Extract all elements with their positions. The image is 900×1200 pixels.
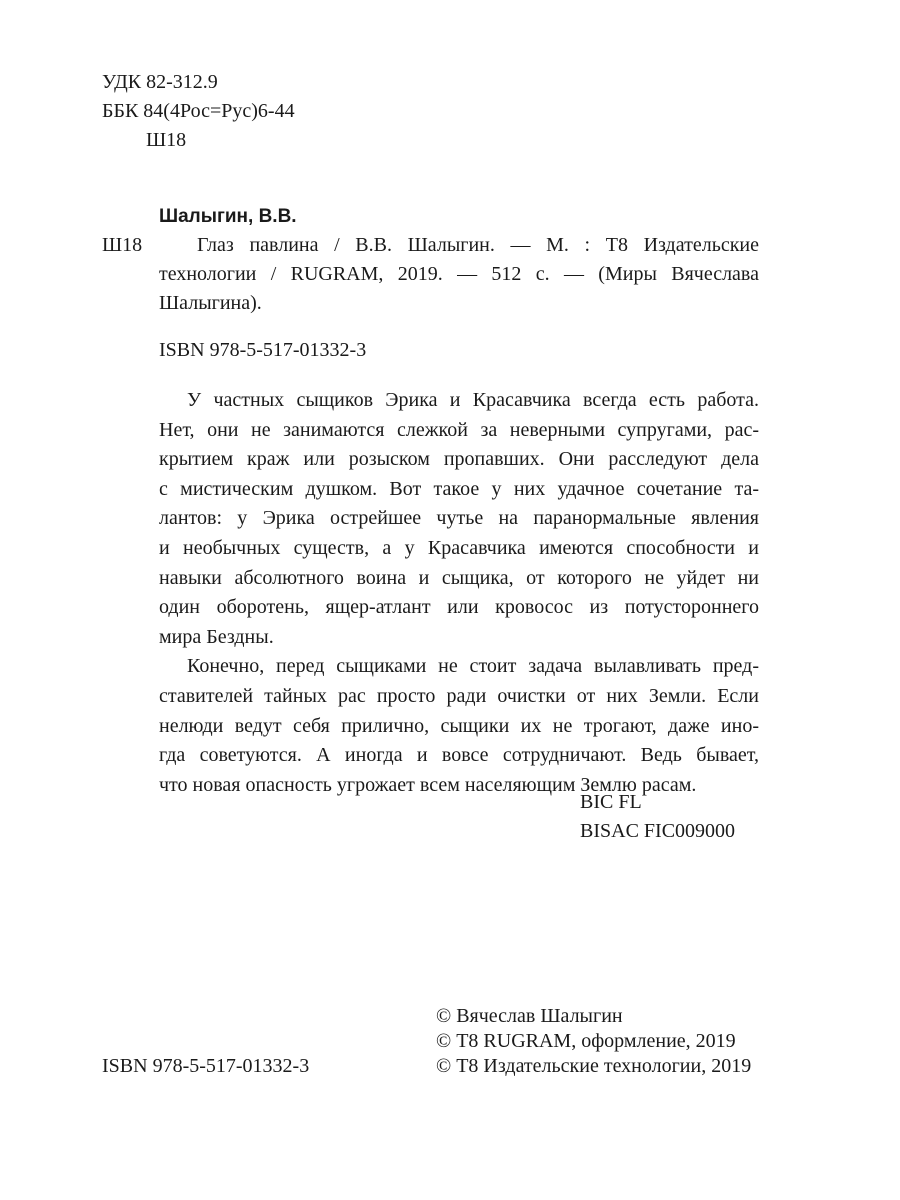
annotation-line: нелюди ведут себя прилично, сыщики их не трогают, даже ино- — [159, 714, 759, 737]
annotation-line: навыки абсолютного воина и сыщика, от которого не уйдет ни — [159, 566, 759, 589]
description-line: Шалыгина). — [159, 292, 262, 314]
annotation-line: Конечно, перед сыщиками не стоит задача вылавливать пред- — [187, 655, 759, 678]
annotation — [159, 386, 759, 800]
isbn-main: ISBN 978-5-517-01332-3 — [159, 339, 367, 361]
annotation-line: мира Бездны. — [159, 625, 274, 648]
annotation-line: У частных сыщиков Эрика и Красавчика всегда есть работа. — [187, 389, 759, 411]
copyright-publisher: © Т8 Издательские технологии, 2019 — [436, 1055, 752, 1077]
annotation-paragraph — [159, 386, 759, 652]
annotation-line: гда советуются. А иногда и вовсе сотрудничают. Ведь бывает, — [159, 744, 759, 767]
annotation-line: крытием краж или розыском пропавших. Они расследуют дела — [159, 448, 759, 471]
annotation-line: один оборотень, ящер-атлант или кровосос из потустороннего — [159, 596, 759, 619]
isbn-footer: ISBN 978-5-517-01332-3 — [102, 1055, 310, 1077]
annotation-paragraph — [159, 652, 759, 800]
annotation-line: Нет, они не занимаются слежкой за неверными супругами, рас- — [159, 418, 759, 441]
author-mark-left: Ш18 — [102, 234, 143, 256]
bisac-code: BISAC FIC009000 — [580, 820, 736, 842]
description-line: Глаз павлина / В.В. Шалыгин. — М. : Т8 Издательские — [197, 234, 759, 256]
annotation-line: и необычных существ, а у Красавчика имеются способности и — [159, 536, 759, 559]
description-line: технологии / RUGRAM, 2019. — 512 с. — (Миры Вячеслава — [159, 263, 759, 285]
copyright-design: © Т8 RUGRAM, оформление, 2019 — [436, 1030, 736, 1052]
author-heading: Шалыгин, В.В. — [159, 206, 297, 227]
author-mark-top: Ш18 — [146, 129, 187, 151]
bbk-code: ББК 84(4Рос=Рус)6-44 — [102, 100, 295, 122]
bibliographic-description — [159, 231, 759, 318]
annotation-line: ставителей тайных рас просто ради очистки от них Земли. Если — [159, 684, 759, 707]
annotation-line: лантов: у Эрика острейшее чутье на паранормальные явления — [159, 507, 759, 530]
copyright-author: © Вячеслав Шалыгин — [436, 1005, 623, 1027]
bic-code: BIC FL — [580, 791, 642, 813]
annotation-line: с мистическим душком. Вот такое у них удачное сочетание та- — [159, 477, 759, 500]
udk-code: УДК 82-312.9 — [102, 71, 218, 93]
annotation-line: что новая опасность угрожает всем населяющим Землю расам. — [159, 773, 697, 796]
